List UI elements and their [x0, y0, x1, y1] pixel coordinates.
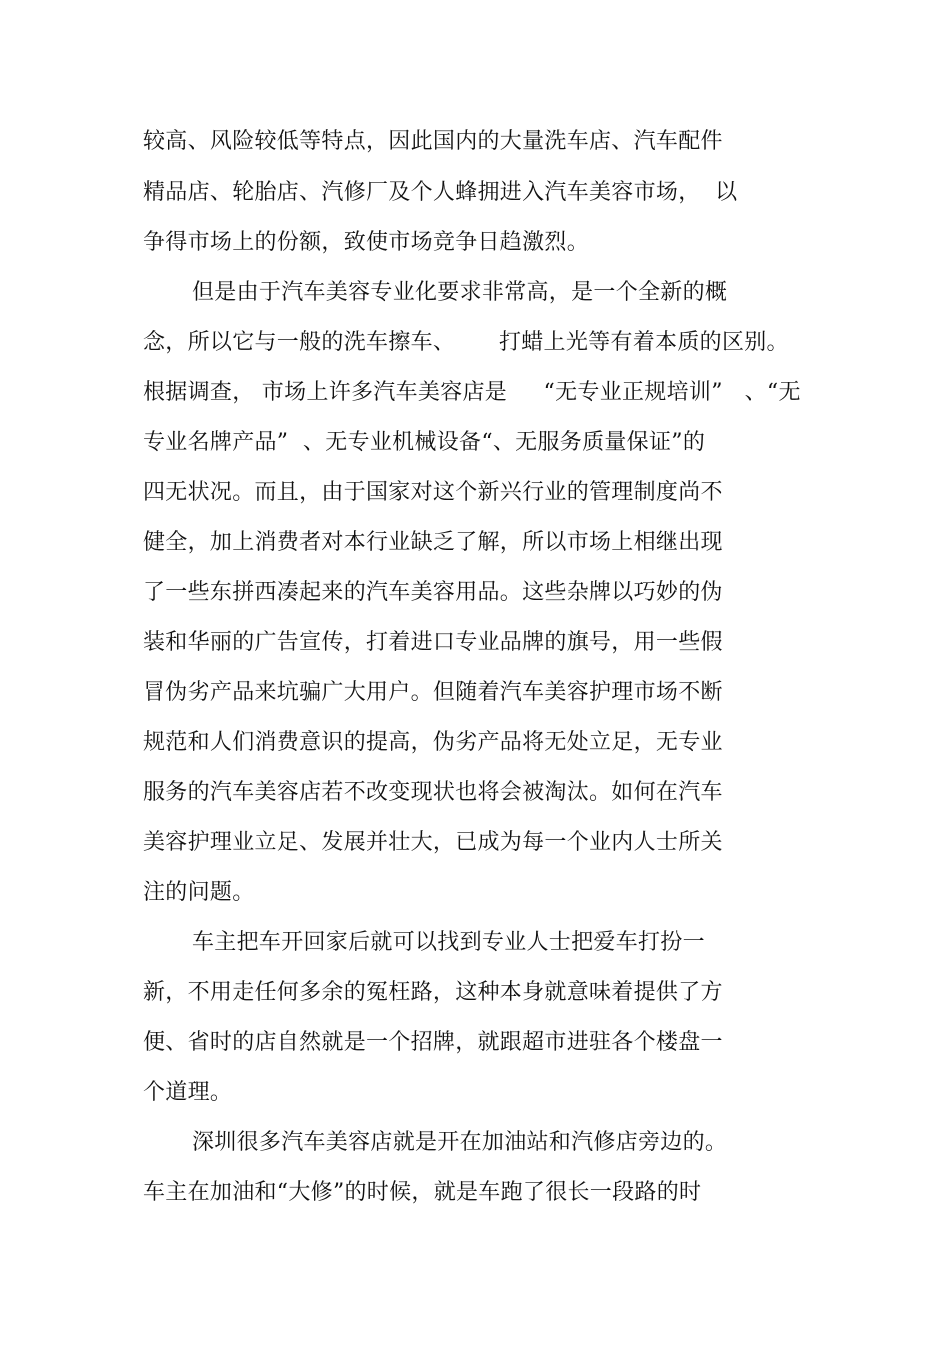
text-line: 个道理。 [143, 1080, 233, 1105]
text-line: 车主在加油和“大修”的时候，就是车跑了很长一段路的时 [143, 1180, 702, 1205]
text-line: 规范和人们消费意识的提高，伪劣产品将无处立足，无专业 [143, 730, 723, 755]
text-line: 根据调查， 市场上许多汽车美容店是 “无专业正规培训” 、“无 [143, 380, 801, 405]
text-line: 服务的汽车美容店若不改变现状也将会被淘汰。如何在汽车 [143, 780, 723, 805]
paragraph-start-line: 车主把车开回家后就可以找到专业人士把爱车打扮一 [192, 930, 705, 955]
text-line: 了一些东拼西凑起来的汽车美容用品。这些杂牌以巧妙的伪 [143, 580, 723, 605]
text-line: 四无状况。而且，由于国家对这个新兴行业的管理制度尚不 [143, 480, 723, 505]
text-line: 冒伪劣产品来坑骗广大用户。但随着汽车美容护理市场不断 [143, 680, 723, 705]
text-line: 精品店、轮胎店、汽修厂及个人蜂拥进入汽车美容市场， 以 [143, 180, 738, 205]
text-line: 健全，加上消费者对本行业缺乏了解，所以市场上相继出现 [143, 530, 723, 555]
text-line: 念，所以它与一般的洗车擦车、 打蜡上光等有着本质的区别。 [143, 330, 789, 355]
text-line: 注的问题。 [143, 880, 255, 905]
paragraph-start-line: 深圳很多汽车美容店就是开在加油站和汽修店旁边的。 [192, 1130, 728, 1155]
text-line: 便、省时的店自然就是一个招牌，就跟超市进驻各个楼盘一 [143, 1030, 723, 1055]
paragraph-start-line: 但是由于汽车美容专业化要求非常高，是一个全新的概 [192, 280, 728, 305]
text-line: 专业名牌产品” 、无专业机械设备“、无服务质量保证”的 [143, 430, 706, 455]
text-line: 美容护理业立足、发展并壮大，已成为每一个业内人士所关 [143, 830, 723, 855]
text-line: 装和华丽的广告宣传，打着进口专业品牌的旗号，用一些假 [143, 630, 723, 655]
text-line: 新，不用走任何多余的冤枉路，这种本身就意味着提供了方 [143, 980, 723, 1005]
text-line: 较高、风险较低等特点，因此国内的大量洗车店、汽车配件 [143, 129, 723, 154]
text-line: 争得市场上的份额，致使市场竞争日趋激烈。 [143, 230, 590, 255]
